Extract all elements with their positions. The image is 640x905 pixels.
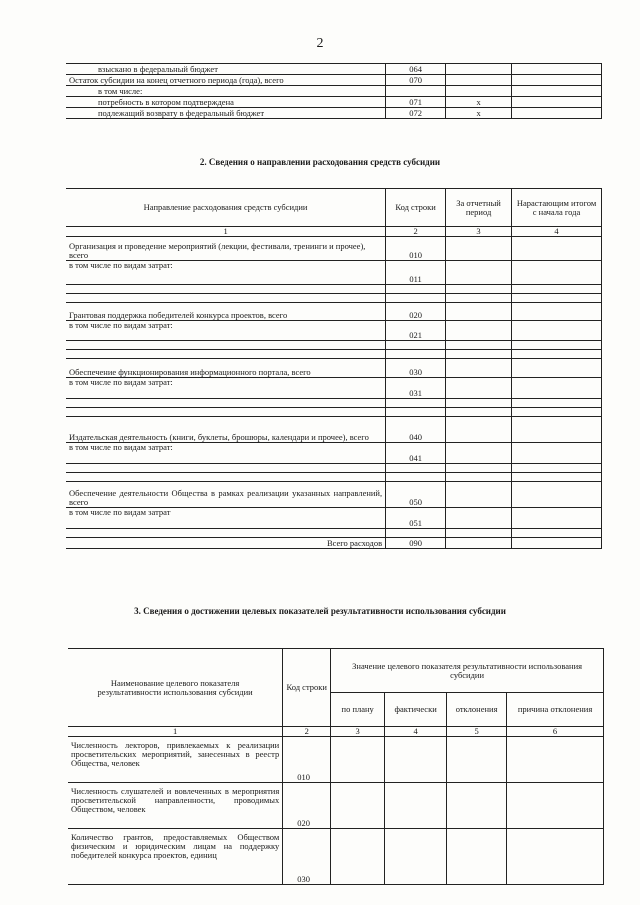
cell xyxy=(512,378,602,399)
row-code: 031 xyxy=(386,378,446,399)
cell xyxy=(66,399,386,408)
cell xyxy=(446,378,512,399)
cell xyxy=(512,473,602,482)
col-number: 2 xyxy=(386,227,446,237)
indicators-table xyxy=(68,648,604,885)
table-row xyxy=(66,64,602,75)
cell xyxy=(512,482,602,508)
table-row xyxy=(66,321,602,341)
cell xyxy=(512,408,602,417)
cell xyxy=(66,294,386,303)
cell xyxy=(507,783,604,829)
cell xyxy=(446,341,512,350)
row-label: Остаток субсидии на конец отчетного периода (года), всего xyxy=(66,75,386,86)
row-label: Обеспечение деятельности Общества в рамках реализации указанных направлений, всего xyxy=(66,482,386,508)
table-row xyxy=(66,473,602,482)
page-number: 2 xyxy=(316,36,324,51)
col-number: 1 xyxy=(66,227,386,237)
table-row xyxy=(66,443,602,464)
cell xyxy=(446,408,512,417)
cell xyxy=(512,261,602,285)
col-number: 5 xyxy=(447,727,507,737)
cell xyxy=(386,294,446,303)
cell xyxy=(446,321,512,341)
header-period: За отчетный период xyxy=(446,189,512,227)
table-row xyxy=(66,237,602,261)
cell xyxy=(447,737,507,783)
row-label: взыскано в федеральный бюджет xyxy=(66,64,386,75)
cell xyxy=(446,64,512,75)
cell xyxy=(447,783,507,829)
row-label: Количество грантов, предоставляемых Обществом физическим и юридическим лицам на поддержку победителей конкурса проектов, единиц xyxy=(68,829,283,885)
row-label: Грантовая поддержка победителей конкурса проектов, всего xyxy=(66,303,386,321)
cell xyxy=(507,829,604,885)
table-row xyxy=(66,482,602,508)
row-label: в том числе по видам затрат: xyxy=(66,378,386,399)
table-row xyxy=(68,829,604,885)
cell xyxy=(66,350,386,359)
cell xyxy=(446,285,512,294)
header-code: Код строки xyxy=(386,189,446,227)
cell xyxy=(66,473,386,482)
col-number: 6 xyxy=(507,727,604,737)
col-number: 4 xyxy=(512,227,602,237)
cell xyxy=(512,97,602,108)
cell xyxy=(512,508,602,529)
row-label: Издательская деятельность (книги, буклеты, брошюры, календари и прочее), всего xyxy=(66,417,386,443)
header-reason: причина отклонения xyxy=(507,693,604,727)
cell xyxy=(512,303,602,321)
cell xyxy=(446,261,512,285)
total-row xyxy=(66,538,602,549)
row-code: 010 xyxy=(283,737,331,783)
row-code: 051 xyxy=(386,508,446,529)
row-label: в том числе по видам затрат: xyxy=(66,321,386,341)
cell xyxy=(385,737,447,783)
cell xyxy=(512,399,602,408)
cell xyxy=(385,829,447,885)
table-row xyxy=(66,285,602,294)
cell xyxy=(386,473,446,482)
expenses-table xyxy=(66,188,602,549)
total-code: 090 xyxy=(386,538,446,549)
cell xyxy=(446,350,512,359)
row-label: Обеспечение функционирования информационного портала, всего xyxy=(66,359,386,378)
row-label: в том числе по видам затрат: xyxy=(66,443,386,464)
cell xyxy=(446,443,512,464)
table-row xyxy=(66,408,602,417)
cell xyxy=(66,529,386,538)
header-cumulative: Нарастающим итогом с начала года xyxy=(512,189,602,227)
table-header-row xyxy=(68,649,604,693)
col-number: 3 xyxy=(446,227,512,237)
cell xyxy=(512,529,602,538)
table-row xyxy=(66,75,602,86)
cell xyxy=(446,86,512,97)
cell xyxy=(512,108,602,119)
cell xyxy=(446,508,512,529)
table-row xyxy=(66,86,602,97)
cell xyxy=(446,237,512,261)
cell: х xyxy=(446,108,512,119)
cell xyxy=(512,285,602,294)
row-label: в том числе по видам затрат: xyxy=(66,261,386,285)
row-code: 040 xyxy=(386,417,446,443)
column-number-row xyxy=(68,727,604,737)
row-code xyxy=(386,86,446,97)
table-row xyxy=(66,97,602,108)
cell xyxy=(331,783,385,829)
cell xyxy=(512,75,602,86)
table-row xyxy=(66,508,602,529)
row-code: 020 xyxy=(386,303,446,321)
row-label: Численность слушателей и вовлеченных в мероприятия просветительской направленности, проводимых Обществом, человек xyxy=(68,783,283,829)
header-direction: Направление расходования средств субсидии xyxy=(66,189,386,227)
row-label: Организация и проведение мероприятий (лекции, фестивали, тренинги и прочее), всего xyxy=(66,237,386,261)
cell xyxy=(512,350,602,359)
cell xyxy=(331,737,385,783)
col-number: 3 xyxy=(331,727,385,737)
table-row xyxy=(66,341,602,350)
cell xyxy=(331,829,385,885)
cell xyxy=(446,529,512,538)
header-plan: по плану xyxy=(331,693,385,727)
table-row xyxy=(66,261,602,285)
row-label: подлежащий возврату в федеральный бюджет xyxy=(66,108,386,119)
table-row xyxy=(66,108,602,119)
cell xyxy=(66,341,386,350)
cell xyxy=(386,408,446,417)
table-row xyxy=(66,464,602,473)
table-row xyxy=(66,359,602,378)
col-number: 2 xyxy=(283,727,331,737)
row-label: Численность лекторов, привлекаемых к реализации просветительских мероприятий, занесенных в реестр Общества, человек xyxy=(68,737,283,783)
row-code: 071 xyxy=(386,97,446,108)
cell xyxy=(447,829,507,885)
cell xyxy=(446,473,512,482)
section-2-title: 2. Сведения о направлении расходования средств субсидии xyxy=(199,157,441,167)
total-label: Всего расходов xyxy=(66,538,386,549)
cell xyxy=(512,417,602,443)
col-number: 1 xyxy=(68,727,283,737)
header-code: Код строки xyxy=(283,649,331,727)
cell xyxy=(386,529,446,538)
table-row xyxy=(66,303,602,321)
row-label: в том числе: xyxy=(66,86,386,97)
cell xyxy=(512,443,602,464)
cell xyxy=(386,399,446,408)
cell xyxy=(386,350,446,359)
row-label: в том числе по видам затрат xyxy=(66,508,386,529)
cell xyxy=(386,464,446,473)
cell xyxy=(512,321,602,341)
col-number: 4 xyxy=(385,727,447,737)
cell xyxy=(512,341,602,350)
row-code: 064 xyxy=(386,64,446,75)
cell xyxy=(446,417,512,443)
cell xyxy=(512,294,602,303)
table-header-row xyxy=(66,189,602,227)
cell xyxy=(512,464,602,473)
row-code: 041 xyxy=(386,443,446,464)
cell xyxy=(446,464,512,473)
cell xyxy=(446,294,512,303)
header-deviation: отклонения xyxy=(447,693,507,727)
table-row xyxy=(68,783,604,829)
row-code: 050 xyxy=(386,482,446,508)
cell xyxy=(66,408,386,417)
cell: х xyxy=(446,97,512,108)
cell xyxy=(446,538,512,549)
cell xyxy=(512,359,602,378)
cell xyxy=(512,64,602,75)
table-row xyxy=(66,294,602,303)
column-number-row xyxy=(66,227,602,237)
row-label: потребность в котором подтверждена xyxy=(66,97,386,108)
cell xyxy=(386,285,446,294)
cell xyxy=(386,341,446,350)
cell xyxy=(446,359,512,378)
header-fact: фактически xyxy=(385,693,447,727)
header-indicator-name: Наименование целевого показателя результативности использования субсидии xyxy=(68,649,283,727)
row-code: 030 xyxy=(283,829,331,885)
cell xyxy=(512,237,602,261)
balance-table xyxy=(66,63,602,119)
row-code: 070 xyxy=(386,75,446,86)
row-code: 030 xyxy=(386,359,446,378)
row-code: 072 xyxy=(386,108,446,119)
row-code: 020 xyxy=(283,783,331,829)
cell xyxy=(446,75,512,86)
row-code: 011 xyxy=(386,261,446,285)
row-code: 021 xyxy=(386,321,446,341)
cell xyxy=(66,285,386,294)
cell xyxy=(446,482,512,508)
table-row xyxy=(68,737,604,783)
table-row xyxy=(66,350,602,359)
table-row xyxy=(66,417,602,443)
section-3-title: 3. Сведения о достижении целевых показателей результативности использования субсидии xyxy=(134,606,506,616)
header-value-group: Значение целевого показателя результативности использования субсидии xyxy=(331,649,604,693)
cell xyxy=(512,86,602,97)
table-row xyxy=(66,399,602,408)
cell xyxy=(66,464,386,473)
cell xyxy=(507,737,604,783)
cell xyxy=(385,783,447,829)
cell xyxy=(446,399,512,408)
cell xyxy=(446,303,512,321)
row-code: 010 xyxy=(386,237,446,261)
table-row xyxy=(66,378,602,399)
cell xyxy=(512,538,602,549)
table-row xyxy=(66,529,602,538)
